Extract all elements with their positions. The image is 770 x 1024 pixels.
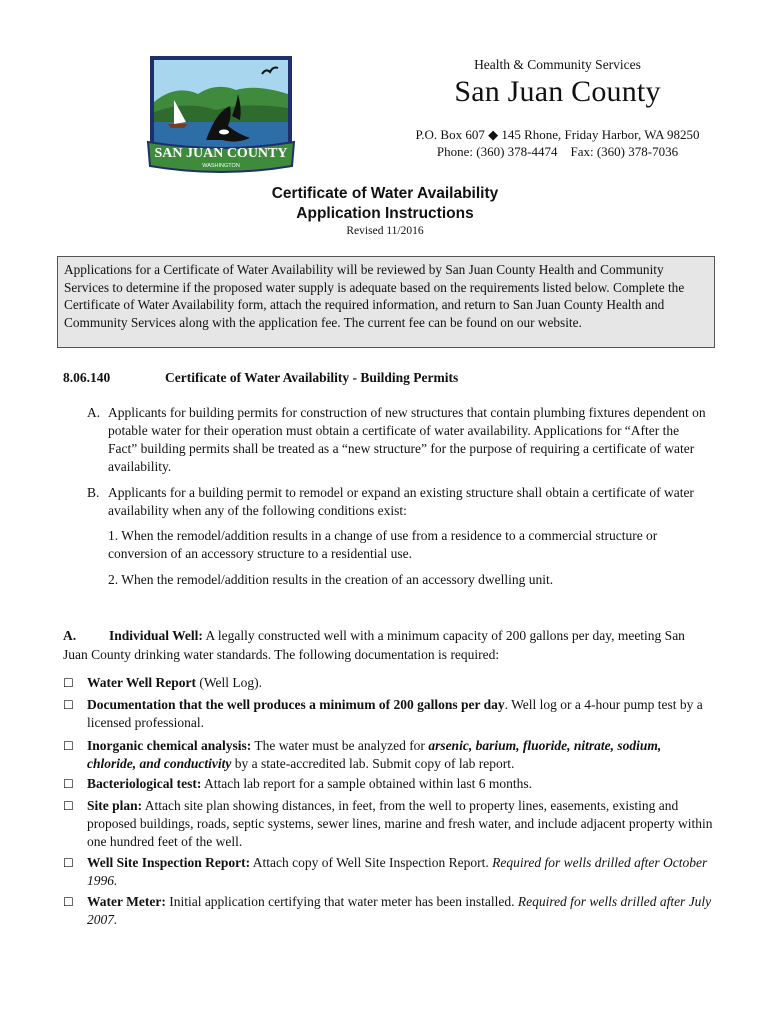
county-logo	[146, 54, 296, 176]
logo-state-text: WASHINGTON	[202, 163, 240, 169]
checklist-item: ☐ Inorganic chemical analysis: The water must be analyzed for arsenic, barium, fluoride, nitrate, sodium, chloride, and conductivity by a state-accredited lab. Submit copy of lab report.	[63, 738, 662, 771]
intro-notice-box: Applications for a Certificate of Water Availability will be reviewed by San Juan County Health and Community Services to determine if the proposed water supply is adequate based on the requirements listed below. Complete the Certificate of Water Availability form, attach the required information, and return to San Juan County Health and Community Services along with the application fee. The current fee can be found on our website.	[57, 256, 715, 348]
checklist-item: ☐ Bacteriological test: Attach lab report for a sample obtained within last 6 months.	[63, 776, 533, 791]
checklist-item: ☐ Site plan: Attach site plan showing distances, in feet, from the well to property lines, easements, existing and proposed buildings, roads, septic systems, sewer lines, marine and fresh water, and include adjacent property within one hundred feet of the well.	[63, 798, 713, 849]
checkbox-icon[interactable]: ☐	[63, 739, 74, 753]
checklist-item: ☐ Water Well Report (Well Log).	[63, 675, 263, 690]
checklist-item: ☐ Water Meter: Initial application certifying that water meter has been installed. Required for wells drilled after July 2007.	[63, 894, 712, 927]
condition-1: 1. When the remodel/addition results in a change of use from a residence to a commercial structure or conversion of an accessory structure to a residential use.	[108, 528, 658, 561]
checkbox-icon[interactable]: ☐	[63, 698, 74, 712]
requirement-label: A.	[87, 405, 101, 420]
logo-county-text: SAN JUAN COUNTY	[154, 146, 288, 161]
checklist-item: ☐ Well Site Inspection Report: Attach copy of Well Site Inspection Report. Required for wells drilled after October 1996.	[63, 855, 708, 888]
checkbox-icon[interactable]: ☐	[63, 799, 74, 813]
checkbox-icon[interactable]: ☐	[63, 895, 74, 909]
document-title: Certificate of Water Availability	[271, 185, 499, 202]
mailing-address: P.O. Box 607 ◆ 145 Rhone, Friday Harbor, WA 98250	[415, 127, 700, 142]
checkbox-icon[interactable]: ☐	[63, 777, 74, 791]
individual-well-intro	[63, 626, 713, 664]
checkbox-icon[interactable]: ☐	[63, 856, 74, 870]
well-section-title: Individual Well:	[109, 628, 203, 643]
requirement-text: Applicants for a building permit to remodel or expand an existing structure shall obtain a certificate of water availability when any of the following conditions exist:	[108, 485, 694, 518]
requirement-a	[87, 404, 707, 476]
requirement-text: Applicants for building permits for construction of new structures that contain plumbing fixtures dependent on potable water for their operation must obtain a certificate of water availability. Applications for “After the Fact” building permits shall be treated as a “new structure” for the purpose of requiring a certificate of water availability.	[108, 405, 706, 474]
condition-2: 2. When the remodel/addition results in the creation of an accessory dwelling unit.	[108, 572, 554, 587]
checkbox-icon[interactable]: ☐	[63, 676, 74, 690]
revision-date: Revised 11/2016	[346, 225, 424, 237]
requirement-label: B.	[87, 485, 100, 500]
phone-fax: Phone: (360) 378-4474 Fax: (360) 378-7036	[436, 144, 679, 159]
requirement-b	[87, 484, 707, 520]
county-name: San Juan County	[454, 75, 661, 108]
checklist-item: ☐ Documentation that the well produces a minimum of 200 gallons per day. Well log or a 4-hour pump test by a licensed professional.	[63, 697, 703, 730]
code-section-title: Certificate of Water Availability - Building Permits	[165, 370, 459, 385]
department-name: Health & Community Services	[474, 57, 641, 72]
code-section-number: 8.06.140	[63, 370, 111, 385]
well-section-intro: A legally constructed well with a minimum capacity of 200 gallons per day, meeting San Juan County drinking water standards. The following documentation is required:	[63, 628, 685, 662]
well-section-label: A.	[63, 628, 77, 643]
document-subtitle: Application Instructions	[296, 205, 474, 222]
